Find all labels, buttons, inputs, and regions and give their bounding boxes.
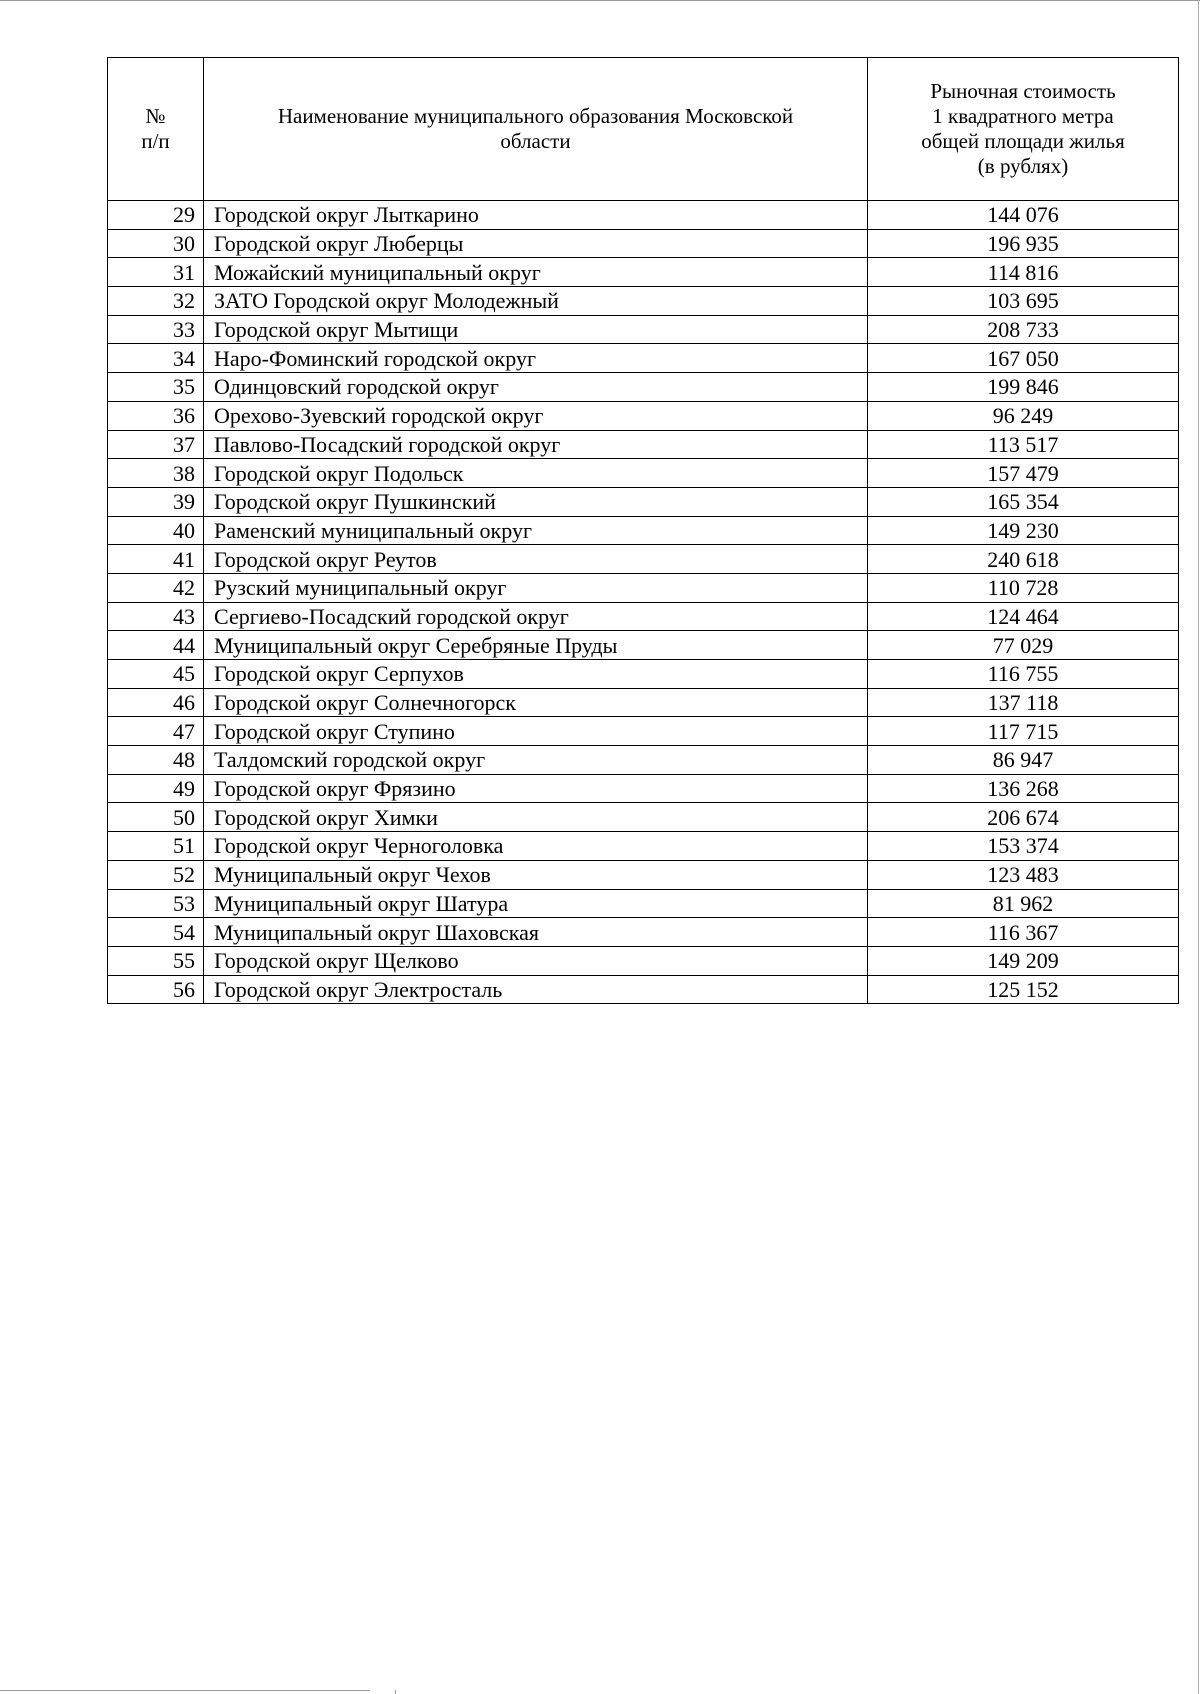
municipality-name: Талдомский городской округ bbox=[204, 746, 868, 775]
municipality-name: Городской округ Подольск bbox=[204, 459, 868, 488]
row-number: 41 bbox=[108, 545, 204, 574]
table-row bbox=[108, 258, 1179, 287]
price-value: 240 618 bbox=[868, 545, 1179, 574]
header-value-line1: Рыночная стоимость bbox=[930, 79, 1116, 103]
row-number: 56 bbox=[108, 975, 204, 1004]
table-row bbox=[108, 660, 1179, 689]
price-value: 77 029 bbox=[868, 631, 1179, 660]
price-value: 125 152 bbox=[868, 975, 1179, 1004]
table-row bbox=[108, 459, 1179, 488]
table-row bbox=[108, 631, 1179, 660]
price-value: 103 695 bbox=[868, 287, 1179, 316]
row-number: 35 bbox=[108, 373, 204, 402]
row-number: 45 bbox=[108, 660, 204, 689]
row-number: 46 bbox=[108, 688, 204, 717]
price-value: 123 483 bbox=[868, 860, 1179, 889]
price-value: 206 674 bbox=[868, 803, 1179, 832]
row-number: 52 bbox=[108, 860, 204, 889]
municipality-name: Городской округ Химки bbox=[204, 803, 868, 832]
row-number: 37 bbox=[108, 430, 204, 459]
table-row bbox=[108, 229, 1179, 258]
table-row bbox=[108, 975, 1179, 1004]
row-number: 33 bbox=[108, 315, 204, 344]
row-number: 30 bbox=[108, 229, 204, 258]
table-row bbox=[108, 201, 1179, 230]
municipality-name: Городской округ Реутов bbox=[204, 545, 868, 574]
price-value: 96 249 bbox=[868, 401, 1179, 430]
municipality-name: Городской округ Щелково bbox=[204, 946, 868, 975]
row-number: 55 bbox=[108, 946, 204, 975]
row-number: 34 bbox=[108, 344, 204, 373]
header-num bbox=[108, 58, 204, 201]
municipality-name: Городской округ Солнечногорск bbox=[204, 688, 868, 717]
municipality-name: ЗАТО Городской округ Молодежный bbox=[204, 287, 868, 316]
municipality-name: Наро-Фоминский городской округ bbox=[204, 344, 868, 373]
table-row bbox=[108, 344, 1179, 373]
table-row bbox=[108, 602, 1179, 631]
header-value-line4: (в рублях) bbox=[977, 154, 1069, 178]
municipality-name: Муниципальный округ Шаховская bbox=[204, 918, 868, 947]
table-row bbox=[108, 717, 1179, 746]
price-value: 116 755 bbox=[868, 660, 1179, 689]
scan-edge-top bbox=[0, 0, 1200, 1]
municipality-name: Рузский муниципальный округ bbox=[204, 573, 868, 602]
header-value bbox=[868, 58, 1179, 201]
municipality-name: Городской округ Люберцы bbox=[204, 229, 868, 258]
scan-edge-right bbox=[1198, 0, 1199, 1694]
price-value: 199 846 bbox=[868, 373, 1179, 402]
table-row bbox=[108, 946, 1179, 975]
table-row bbox=[108, 401, 1179, 430]
header-num-line1: № bbox=[145, 104, 166, 128]
header-num-line2: п/п bbox=[141, 129, 170, 153]
municipality-name: Муниципальный округ Чехов bbox=[204, 860, 868, 889]
price-table bbox=[107, 57, 1179, 1004]
price-value: 117 715 bbox=[868, 717, 1179, 746]
table-row bbox=[108, 688, 1179, 717]
price-value: 124 464 bbox=[868, 602, 1179, 631]
table-row bbox=[108, 430, 1179, 459]
municipality-name: Городской округ Мытищи bbox=[204, 315, 868, 344]
table-row bbox=[108, 315, 1179, 344]
row-number: 32 bbox=[108, 287, 204, 316]
municipality-name: Городской округ Черноголовка bbox=[204, 832, 868, 861]
row-number: 49 bbox=[108, 774, 204, 803]
price-value: 116 367 bbox=[868, 918, 1179, 947]
row-number: 54 bbox=[108, 918, 204, 947]
table-row bbox=[108, 803, 1179, 832]
price-value: 149 230 bbox=[868, 516, 1179, 545]
row-number: 39 bbox=[108, 487, 204, 516]
table-row bbox=[108, 860, 1179, 889]
row-number: 53 bbox=[108, 889, 204, 918]
row-number: 40 bbox=[108, 516, 204, 545]
price-value: 137 118 bbox=[868, 688, 1179, 717]
table-row bbox=[108, 573, 1179, 602]
municipality-name: Сергиево-Посадский городской округ bbox=[204, 602, 868, 631]
price-value: 165 354 bbox=[868, 487, 1179, 516]
table-row bbox=[108, 545, 1179, 574]
table-row bbox=[108, 889, 1179, 918]
row-number: 43 bbox=[108, 602, 204, 631]
municipality-name: Городской округ Электросталь bbox=[204, 975, 868, 1004]
price-value: 136 268 bbox=[868, 774, 1179, 803]
price-value: 114 816 bbox=[868, 258, 1179, 287]
table-row bbox=[108, 832, 1179, 861]
table-row bbox=[108, 774, 1179, 803]
row-number: 36 bbox=[108, 401, 204, 430]
price-value: 113 517 bbox=[868, 430, 1179, 459]
row-number: 47 bbox=[108, 717, 204, 746]
price-value: 153 374 bbox=[868, 832, 1179, 861]
price-value: 157 479 bbox=[868, 459, 1179, 488]
header-value-line3: общей площади жилья bbox=[921, 129, 1125, 153]
price-value: 167 050 bbox=[868, 344, 1179, 373]
table-row bbox=[108, 516, 1179, 545]
row-number: 29 bbox=[108, 201, 204, 230]
row-number: 48 bbox=[108, 746, 204, 775]
row-number: 31 bbox=[108, 258, 204, 287]
price-value: 196 935 bbox=[868, 229, 1179, 258]
header-name bbox=[204, 58, 868, 201]
municipality-name: Одинцовский городской округ bbox=[204, 373, 868, 402]
row-number: 42 bbox=[108, 573, 204, 602]
table-row bbox=[108, 746, 1179, 775]
row-number: 50 bbox=[108, 803, 204, 832]
municipality-name: Павлово-Посадский городской округ bbox=[204, 430, 868, 459]
table-row bbox=[108, 373, 1179, 402]
municipality-name: Городской округ Серпухов bbox=[204, 660, 868, 689]
municipality-name: Орехово-Зуевский городской округ bbox=[204, 401, 868, 430]
municipality-name: Раменский муниципальный округ bbox=[204, 516, 868, 545]
table-header bbox=[108, 58, 1179, 201]
table-row bbox=[108, 487, 1179, 516]
table-row bbox=[108, 918, 1179, 947]
municipality-name: Муниципальный округ Шатура bbox=[204, 889, 868, 918]
scan-edge-tick bbox=[395, 1690, 396, 1694]
row-number: 51 bbox=[108, 832, 204, 861]
price-value: 110 728 bbox=[868, 573, 1179, 602]
table-row bbox=[108, 287, 1179, 316]
price-value: 149 209 bbox=[868, 946, 1179, 975]
municipality-name: Городской округ Фрязино bbox=[204, 774, 868, 803]
header-name-line2: области bbox=[500, 129, 571, 153]
price-value: 144 076 bbox=[868, 201, 1179, 230]
municipality-name: Городской округ Лыткарино bbox=[204, 201, 868, 230]
price-value: 208 733 bbox=[868, 315, 1179, 344]
scan-edge-bottom bbox=[0, 1690, 370, 1691]
price-value: 86 947 bbox=[868, 746, 1179, 775]
table-body bbox=[108, 201, 1179, 1004]
header-name-line1: Наименование муниципального образования Московской bbox=[277, 104, 794, 128]
header-value-line2: 1 квадратного метра bbox=[932, 104, 1114, 128]
municipality-name: Муниципальный округ Серебряные Пруды bbox=[204, 631, 868, 660]
municipality-name: Можайский муниципальный округ bbox=[204, 258, 868, 287]
price-value: 81 962 bbox=[868, 889, 1179, 918]
municipality-name: Городской округ Ступино bbox=[204, 717, 868, 746]
header-row bbox=[108, 58, 1179, 201]
row-number: 38 bbox=[108, 459, 204, 488]
municipality-name: Городской округ Пушкинский bbox=[204, 487, 868, 516]
row-number: 44 bbox=[108, 631, 204, 660]
